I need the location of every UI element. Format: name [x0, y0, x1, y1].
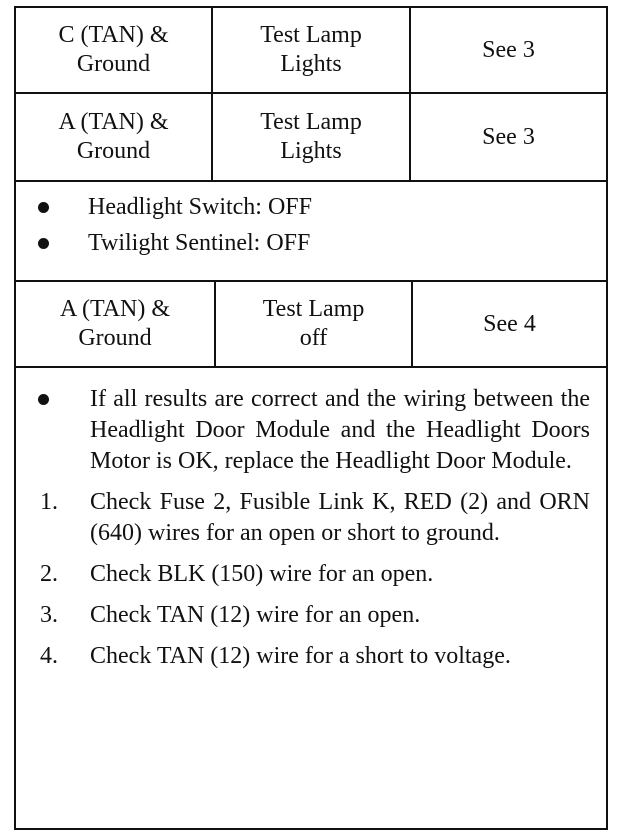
- note-marker: [16, 600, 90, 631]
- note-text: Check Fuse 2, Fusible Link K, RED (2) and ORN (640) wires for an open or short to ground.: [90, 489, 590, 546]
- list-item: [16, 192, 606, 222]
- connection-cell: A (TAN) & Ground: [16, 282, 216, 366]
- list-item: [16, 487, 590, 549]
- note-number: 2.: [40, 561, 58, 587]
- action-cell: See 3: [482, 36, 535, 63]
- note-number: 3.: [40, 602, 58, 628]
- note-number: 1.: [40, 489, 58, 515]
- bullet-icon: [38, 238, 49, 249]
- condition-text: Headlight Switch: OFF: [88, 194, 313, 220]
- list-item: [16, 228, 606, 258]
- condition-text: Twilight Sentinel: OFF: [88, 230, 311, 256]
- connection-cell: A (TAN) & Ground: [16, 94, 213, 180]
- notes-block: [16, 368, 606, 828]
- bullet-icon: [38, 394, 49, 405]
- action-cell: See 4: [483, 310, 536, 337]
- note-marker: [16, 487, 90, 549]
- list-item: [16, 384, 590, 477]
- table-row: [16, 8, 606, 94]
- note-marker: [16, 384, 90, 477]
- bullet-icon: [38, 202, 49, 213]
- note-text: Check TAN (12) wire for a short to voltage.: [90, 643, 511, 669]
- note-text: Check TAN (12) wire for an open.: [90, 602, 421, 628]
- note-marker: [16, 641, 90, 672]
- action-cell: See 3: [482, 123, 535, 150]
- connection-cell: C (TAN) & Ground: [16, 8, 213, 92]
- list-item: [16, 600, 590, 631]
- list-item: [16, 641, 590, 672]
- result-cell: Test Lamp Lights: [213, 94, 411, 180]
- conditions-block: [16, 182, 606, 282]
- result-cell: Test Lamp off: [216, 282, 413, 366]
- note-marker: [16, 559, 90, 590]
- table-row: [16, 94, 606, 182]
- diagnostic-table: [14, 6, 608, 830]
- note-text: If all results are correct and the wiring between the Headlight Door Module and the Headlight Doors Motor is OK, replace the Headlight Door Module.: [90, 386, 590, 474]
- list-item: [16, 559, 590, 590]
- table-row: [16, 282, 606, 368]
- result-cell: Test Lamp Lights: [213, 8, 411, 92]
- note-text: Check BLK (150) wire for an open.: [90, 561, 434, 587]
- note-number: 4.: [40, 643, 58, 669]
